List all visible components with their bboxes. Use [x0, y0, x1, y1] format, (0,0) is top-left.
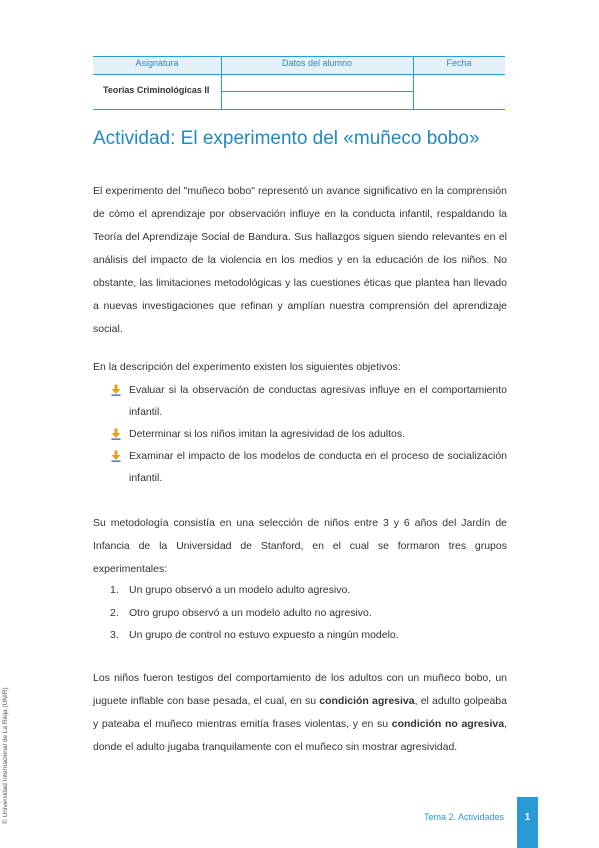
objective-text: Examinar el impacto de los modelos de conducta en el proceso de socialización infantil.	[129, 450, 507, 484]
page-number-box	[517, 797, 538, 848]
list-item	[110, 602, 507, 625]
arrow-down-bullet-icon	[110, 384, 122, 396]
table-divider	[93, 109, 505, 110]
page-title: Actividad: El experimento del «muñeco bobo»	[93, 128, 480, 149]
paragraph-intro: El experimento del "muñeco bobo" representó un avance significativo en la comprensión de cómo el aprendizaje por observación influye en la conducta infantil, respaldando la Teoría del Aprendizaje Social de Bandura. Sus hallazgos siguen siendo relevantes en el análisis del impacto de la violencia en los medios y en la educación de los niños. No obstante, las limitaciones metodológicas y las cuestiones éticas que plantea han llevado a nuevas investigaciones que refinan y amplían nuestra comprensión del aprendizaje social.	[93, 185, 507, 335]
header-col-subject: Asignatura	[135, 58, 179, 68]
header-col-date: Fecha	[446, 58, 472, 68]
table-divider	[413, 56, 414, 110]
paragraph-conditions	[93, 667, 507, 759]
arrow-down-bullet-icon	[110, 428, 122, 440]
header-col-student: Datos del alumno	[281, 58, 353, 68]
list-number: 3.	[110, 629, 119, 641]
bold-term: condición no agresiva	[391, 718, 505, 730]
footer-section: Tema 2. Actividades	[424, 812, 505, 822]
list-item	[110, 624, 507, 647]
paragraph-objectives-intro: En la descripción del experimento existen los siguientes objetivos:	[93, 361, 401, 373]
list-item	[110, 423, 507, 445]
subject-value: Teorías Criminológicas II	[103, 85, 210, 95]
text-run: Los niños fueron testigos del comportamiento de los adultos con un muñeco bobo, un juguete inflable con base pesada, el cual, en su	[93, 672, 507, 707]
objective-text: Determinar si los niños imitan la agresividad de los adultos.	[129, 428, 406, 440]
arrow-down-bullet-icon	[110, 450, 122, 462]
group-text: Un grupo observó a un modelo adulto agresivo.	[129, 584, 351, 596]
group-text: Otro grupo observó a un modelo adulto no agresivo.	[129, 606, 372, 619]
header-table	[93, 56, 505, 110]
bold-term: condición agresiva	[319, 695, 415, 707]
paragraph-methodology: Su metodología consistía en una selección de niños entre 3 y 6 años del Jardín de Infancia de la Universidad de Stanford, en el cual se formaron tres grupos experimentales:	[93, 517, 507, 575]
list-item	[110, 379, 507, 423]
groups-list	[110, 579, 507, 647]
text-run: , donde el adulto jugaba tranquilamente con el muñeco sin mostrar agresividad.	[93, 718, 507, 753]
group-text: Un grupo de control no estuvo expuesto a ningún modelo.	[129, 629, 399, 641]
table-divider	[221, 91, 413, 92]
list-number: 2.	[110, 606, 119, 619]
list-number: 1.	[110, 584, 119, 596]
objectives-list	[110, 379, 507, 489]
objective-text: Evaluar si la observación de conductas agresivas influye en el comportamiento infantil.	[129, 384, 507, 418]
list-item	[110, 445, 507, 489]
page-number: 1	[524, 812, 531, 823]
table-divider	[221, 56, 222, 110]
side-copyright: © Universidad Internacional de La Rioja (UNIR)	[2, 687, 9, 824]
text-run: , el adulto golpeaba y pateaba el muñeco mientras emitía frases violentas, y en su	[93, 695, 507, 730]
list-item	[110, 579, 507, 602]
